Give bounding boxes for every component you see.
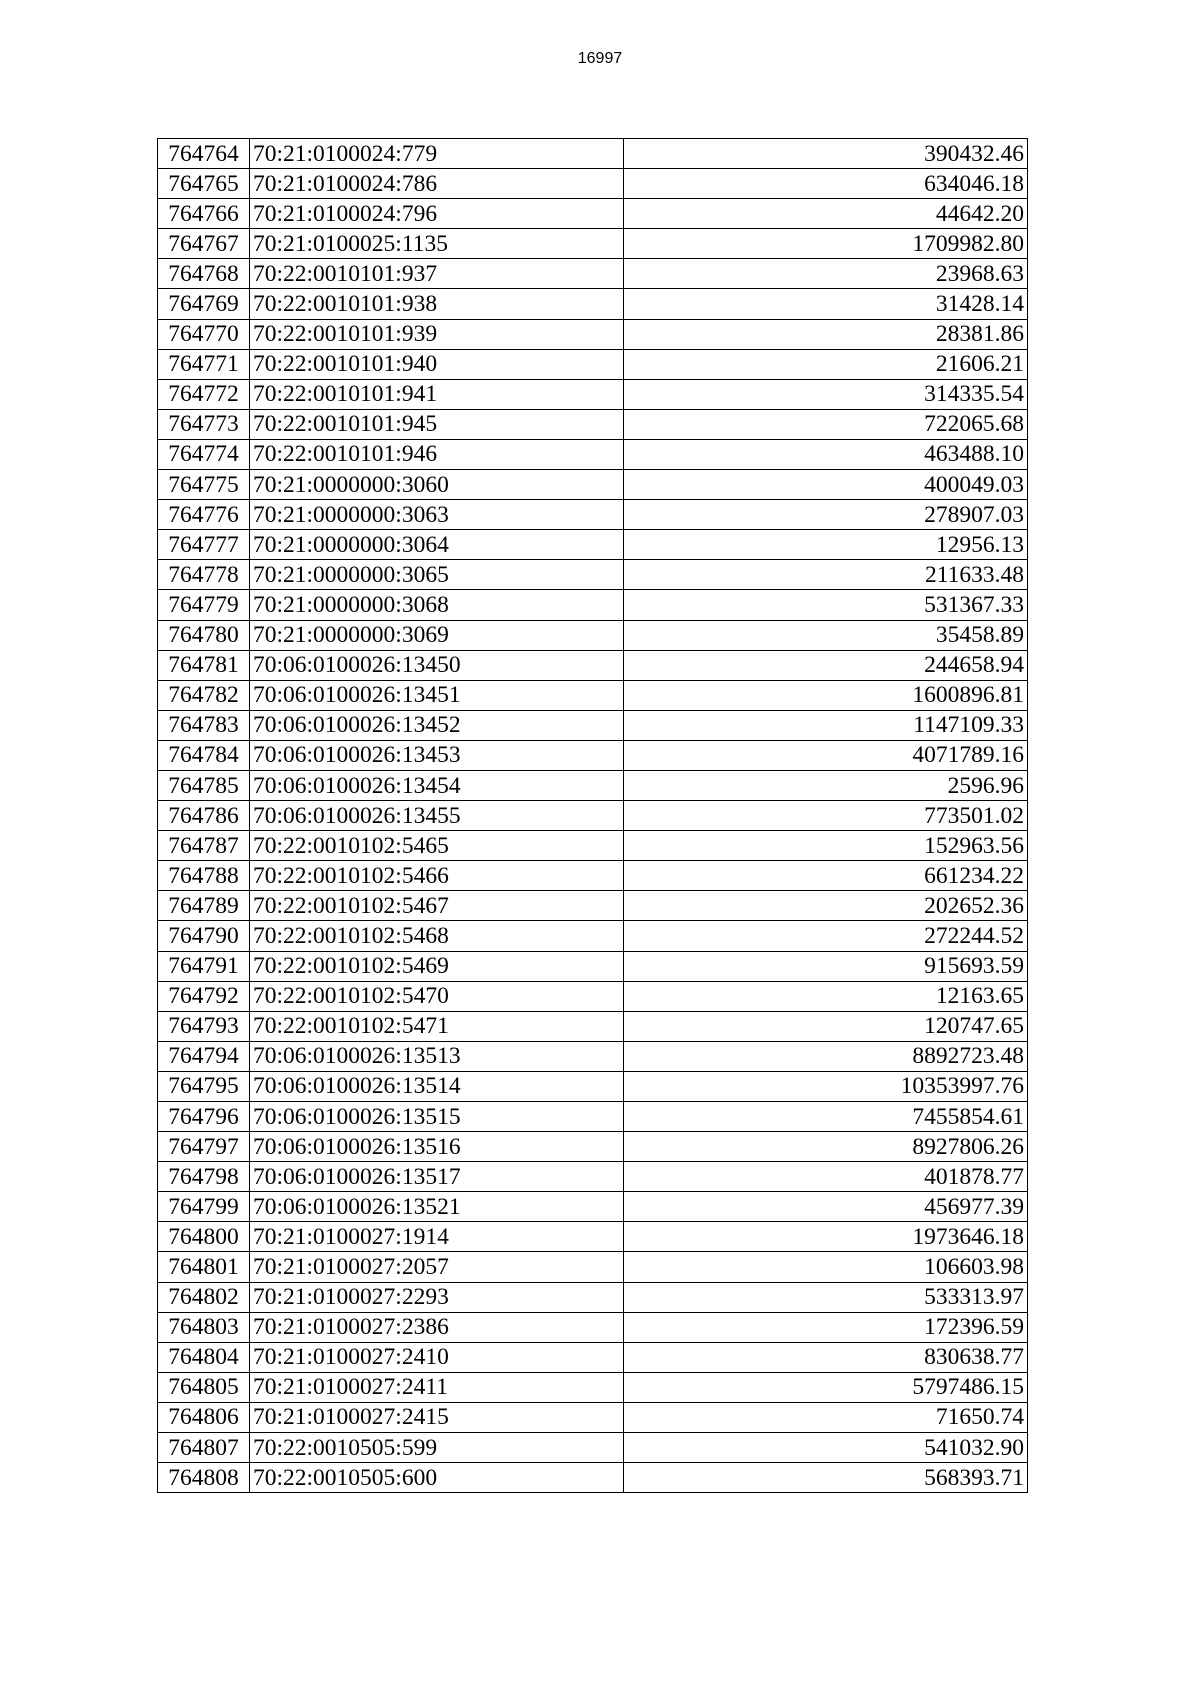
- cadastral-number-cell: 70:21:0100025:1135: [250, 229, 624, 259]
- cadastral-number-cell: 70:22:0010102:5468: [250, 921, 624, 951]
- table-row: [158, 439, 1028, 469]
- row-number-cell: 764768: [158, 259, 250, 289]
- cadastral-number-cell: 70:22:0010101:939: [250, 319, 624, 349]
- row-number-cell: 764801: [158, 1252, 250, 1282]
- table-row: [158, 921, 1028, 951]
- table-row: [158, 1041, 1028, 1071]
- cadastral-number-cell: 70:22:0010102:5466: [250, 861, 624, 891]
- value-cell: 12956.13: [624, 530, 1028, 560]
- row-number-cell: 764805: [158, 1372, 250, 1402]
- cadastral-number-cell: 70:21:0100027:1914: [250, 1222, 624, 1252]
- value-cell: 120747.65: [624, 1011, 1028, 1041]
- value-cell: 400049.03: [624, 470, 1028, 500]
- cadastral-number-cell: 70:22:0010101:937: [250, 259, 624, 289]
- page-number: 16997: [577, 50, 623, 67]
- table-row: [158, 1011, 1028, 1041]
- table-row: [158, 379, 1028, 409]
- value-cell: 314335.54: [624, 379, 1028, 409]
- value-cell: 172396.59: [624, 1312, 1028, 1342]
- value-cell: 152963.56: [624, 831, 1028, 861]
- value-cell: 244658.94: [624, 650, 1028, 680]
- row-number-cell: 764778: [158, 560, 250, 590]
- row-number-cell: 764771: [158, 349, 250, 379]
- row-number-cell: 764792: [158, 981, 250, 1011]
- table-row: [158, 1312, 1028, 1342]
- row-number-cell: 764765: [158, 169, 250, 199]
- value-cell: 2596.96: [624, 770, 1028, 800]
- value-cell: 278907.03: [624, 500, 1028, 530]
- table-row: [158, 1192, 1028, 1222]
- table-row: [158, 1402, 1028, 1432]
- cadastral-number-cell: 70:22:0010505:600: [250, 1463, 624, 1493]
- row-number-cell: 764782: [158, 680, 250, 710]
- value-cell: 1600896.81: [624, 680, 1028, 710]
- table-row: [158, 470, 1028, 500]
- table-row: [158, 1463, 1028, 1493]
- row-number-cell: 764796: [158, 1102, 250, 1132]
- value-cell: 1973646.18: [624, 1222, 1028, 1252]
- row-number-cell: 764764: [158, 139, 250, 169]
- row-number-cell: 764767: [158, 229, 250, 259]
- table-row: [158, 349, 1028, 379]
- value-cell: 463488.10: [624, 439, 1028, 469]
- table-row: [158, 1372, 1028, 1402]
- cadastral-number-cell: 70:06:0100026:13521: [250, 1192, 624, 1222]
- table-row: [158, 229, 1028, 259]
- cadastral-number-cell: 70:06:0100026:13516: [250, 1132, 624, 1162]
- row-number-cell: 764779: [158, 590, 250, 620]
- table-row: [158, 770, 1028, 800]
- cadastral-number-cell: 70:06:0100026:13515: [250, 1102, 624, 1132]
- table-row: [158, 891, 1028, 921]
- row-number-cell: 764798: [158, 1162, 250, 1192]
- table-row: [158, 169, 1028, 199]
- value-cell: 71650.74: [624, 1402, 1028, 1432]
- value-cell: 634046.18: [624, 169, 1028, 199]
- table-row: [158, 861, 1028, 891]
- table-row: [158, 530, 1028, 560]
- value-cell: 773501.02: [624, 801, 1028, 831]
- cadastral-number-cell: 70:21:0100027:2293: [250, 1282, 624, 1312]
- table-row: [158, 259, 1028, 289]
- cadastral-number-cell: 70:06:0100026:13452: [250, 710, 624, 740]
- value-cell: 10353997.76: [624, 1071, 1028, 1101]
- table-row: [158, 590, 1028, 620]
- row-number-cell: 764806: [158, 1402, 250, 1432]
- cadastral-number-cell: 70:21:0000000:3068: [250, 590, 624, 620]
- value-cell: 541032.90: [624, 1433, 1028, 1463]
- table-row: [158, 1222, 1028, 1252]
- table-row: [158, 560, 1028, 590]
- table-row: [158, 139, 1028, 169]
- table-body: [158, 139, 1028, 1493]
- row-number-cell: 764807: [158, 1433, 250, 1463]
- row-number-cell: 764769: [158, 289, 250, 319]
- value-cell: 401878.77: [624, 1162, 1028, 1192]
- row-number-cell: 764794: [158, 1041, 250, 1071]
- value-cell: 106603.98: [624, 1252, 1028, 1282]
- row-number-cell: 764783: [158, 710, 250, 740]
- table-row: [158, 680, 1028, 710]
- table-row: [158, 1342, 1028, 1372]
- table-row: [158, 409, 1028, 439]
- table-row: [158, 1071, 1028, 1101]
- cadastral-number-cell: 70:21:0100027:2386: [250, 1312, 624, 1342]
- cadastral-number-cell: 70:06:0100026:13513: [250, 1041, 624, 1071]
- row-number-cell: 764774: [158, 439, 250, 469]
- table-row: [158, 801, 1028, 831]
- cadastral-number-cell: 70:21:0100027:2415: [250, 1402, 624, 1432]
- row-number-cell: 764776: [158, 500, 250, 530]
- value-cell: 23968.63: [624, 259, 1028, 289]
- table-row: [158, 981, 1028, 1011]
- value-cell: 661234.22: [624, 861, 1028, 891]
- table-row: [158, 620, 1028, 650]
- value-cell: 5797486.15: [624, 1372, 1028, 1402]
- cadastral-number-cell: 70:06:0100026:13454: [250, 770, 624, 800]
- table-row: [158, 740, 1028, 770]
- cadastral-number-cell: 70:22:0010102:5471: [250, 1011, 624, 1041]
- table-row: [158, 1252, 1028, 1282]
- row-number-cell: 764800: [158, 1222, 250, 1252]
- value-cell: 830638.77: [624, 1342, 1028, 1372]
- cadastral-number-cell: 70:22:0010101:938: [250, 289, 624, 319]
- table-row: [158, 951, 1028, 981]
- value-cell: 456977.39: [624, 1192, 1028, 1222]
- row-number-cell: 764772: [158, 379, 250, 409]
- row-number-cell: 764804: [158, 1342, 250, 1372]
- cadastral-number-cell: 70:06:0100026:13514: [250, 1071, 624, 1101]
- cadastral-number-cell: 70:06:0100026:13450: [250, 650, 624, 680]
- row-number-cell: 764789: [158, 891, 250, 921]
- cadastral-number-cell: 70:06:0100026:13455: [250, 801, 624, 831]
- value-cell: 4071789.16: [624, 740, 1028, 770]
- value-cell: 28381.86: [624, 319, 1028, 349]
- table-row: [158, 1162, 1028, 1192]
- row-number-cell: 764803: [158, 1312, 250, 1342]
- value-cell: 1147109.33: [624, 710, 1028, 740]
- cadastral-number-cell: 70:21:0000000:3060: [250, 470, 624, 500]
- value-cell: 533313.97: [624, 1282, 1028, 1312]
- cadastral-number-cell: 70:21:0000000:3065: [250, 560, 624, 590]
- value-cell: 390432.46: [624, 139, 1028, 169]
- cadastral-number-cell: 70:06:0100026:13453: [250, 740, 624, 770]
- table-row: [158, 199, 1028, 229]
- cadastral-number-cell: 70:21:0000000:3064: [250, 530, 624, 560]
- value-cell: 7455854.61: [624, 1102, 1028, 1132]
- table-row: [158, 831, 1028, 861]
- value-cell: 12163.65: [624, 981, 1028, 1011]
- table-row: [158, 500, 1028, 530]
- table-row: [158, 319, 1028, 349]
- value-cell: 211633.48: [624, 560, 1028, 590]
- row-number-cell: 764784: [158, 740, 250, 770]
- row-number-cell: 764781: [158, 650, 250, 680]
- value-cell: 1709982.80: [624, 229, 1028, 259]
- table-row: [158, 1433, 1028, 1463]
- row-number-cell: 764770: [158, 319, 250, 349]
- row-number-cell: 764790: [158, 921, 250, 951]
- row-number-cell: 764780: [158, 620, 250, 650]
- cadastral-number-cell: 70:21:0000000:3063: [250, 500, 624, 530]
- table-row: [158, 1282, 1028, 1312]
- table-row: [158, 650, 1028, 680]
- cadastral-number-cell: 70:21:0100027:2410: [250, 1342, 624, 1372]
- row-number-cell: 764795: [158, 1071, 250, 1101]
- value-cell: 31428.14: [624, 289, 1028, 319]
- value-cell: 35458.89: [624, 620, 1028, 650]
- value-cell: 915693.59: [624, 951, 1028, 981]
- row-number-cell: 764773: [158, 409, 250, 439]
- row-number-cell: 764786: [158, 801, 250, 831]
- row-number-cell: 764802: [158, 1282, 250, 1312]
- cadastral-number-cell: 70:21:0100027:2057: [250, 1252, 624, 1282]
- row-number-cell: 764808: [158, 1463, 250, 1493]
- cadastral-number-cell: 70:22:0010102:5470: [250, 981, 624, 1011]
- value-cell: 21606.21: [624, 349, 1028, 379]
- row-number-cell: 764777: [158, 530, 250, 560]
- value-cell: 8892723.48: [624, 1041, 1028, 1071]
- cadastral-number-cell: 70:22:0010102:5467: [250, 891, 624, 921]
- row-number-cell: 764788: [158, 861, 250, 891]
- row-number-cell: 764797: [158, 1132, 250, 1162]
- value-cell: 272244.52: [624, 921, 1028, 951]
- cadastral-number-cell: 70:06:0100026:13517: [250, 1162, 624, 1192]
- value-cell: 568393.71: [624, 1463, 1028, 1493]
- cadastral-number-cell: 70:22:0010505:599: [250, 1433, 624, 1463]
- cadastral-number-cell: 70:22:0010101:941: [250, 379, 624, 409]
- cadastral-number-cell: 70:22:0010102:5465: [250, 831, 624, 861]
- row-number-cell: 764799: [158, 1192, 250, 1222]
- row-number-cell: 764785: [158, 770, 250, 800]
- data-table: [157, 138, 1028, 1493]
- cadastral-number-cell: 70:21:0100024:796: [250, 199, 624, 229]
- cadastral-number-cell: 70:22:0010102:5469: [250, 951, 624, 981]
- value-cell: 44642.20: [624, 199, 1028, 229]
- value-cell: 722065.68: [624, 409, 1028, 439]
- cadastral-number-cell: 70:21:0100024:779: [250, 139, 624, 169]
- cadastral-number-cell: 70:06:0100026:13451: [250, 680, 624, 710]
- row-number-cell: 764775: [158, 470, 250, 500]
- value-cell: 8927806.26: [624, 1132, 1028, 1162]
- cadastral-number-cell: 70:22:0010101:940: [250, 349, 624, 379]
- row-number-cell: 764791: [158, 951, 250, 981]
- cadastral-number-cell: 70:22:0010101:945: [250, 409, 624, 439]
- row-number-cell: 764793: [158, 1011, 250, 1041]
- cadastral-number-cell: 70:21:0000000:3069: [250, 620, 624, 650]
- cadastral-number-cell: 70:22:0010101:946: [250, 439, 624, 469]
- cadastral-number-cell: 70:21:0100024:786: [250, 169, 624, 199]
- table-row: [158, 1132, 1028, 1162]
- row-number-cell: 764787: [158, 831, 250, 861]
- table-row: [158, 289, 1028, 319]
- value-cell: 531367.33: [624, 590, 1028, 620]
- value-cell: 202652.36: [624, 891, 1028, 921]
- table-row: [158, 710, 1028, 740]
- cadastral-number-cell: 70:21:0100027:2411: [250, 1372, 624, 1402]
- table-row: [158, 1102, 1028, 1132]
- row-number-cell: 764766: [158, 199, 250, 229]
